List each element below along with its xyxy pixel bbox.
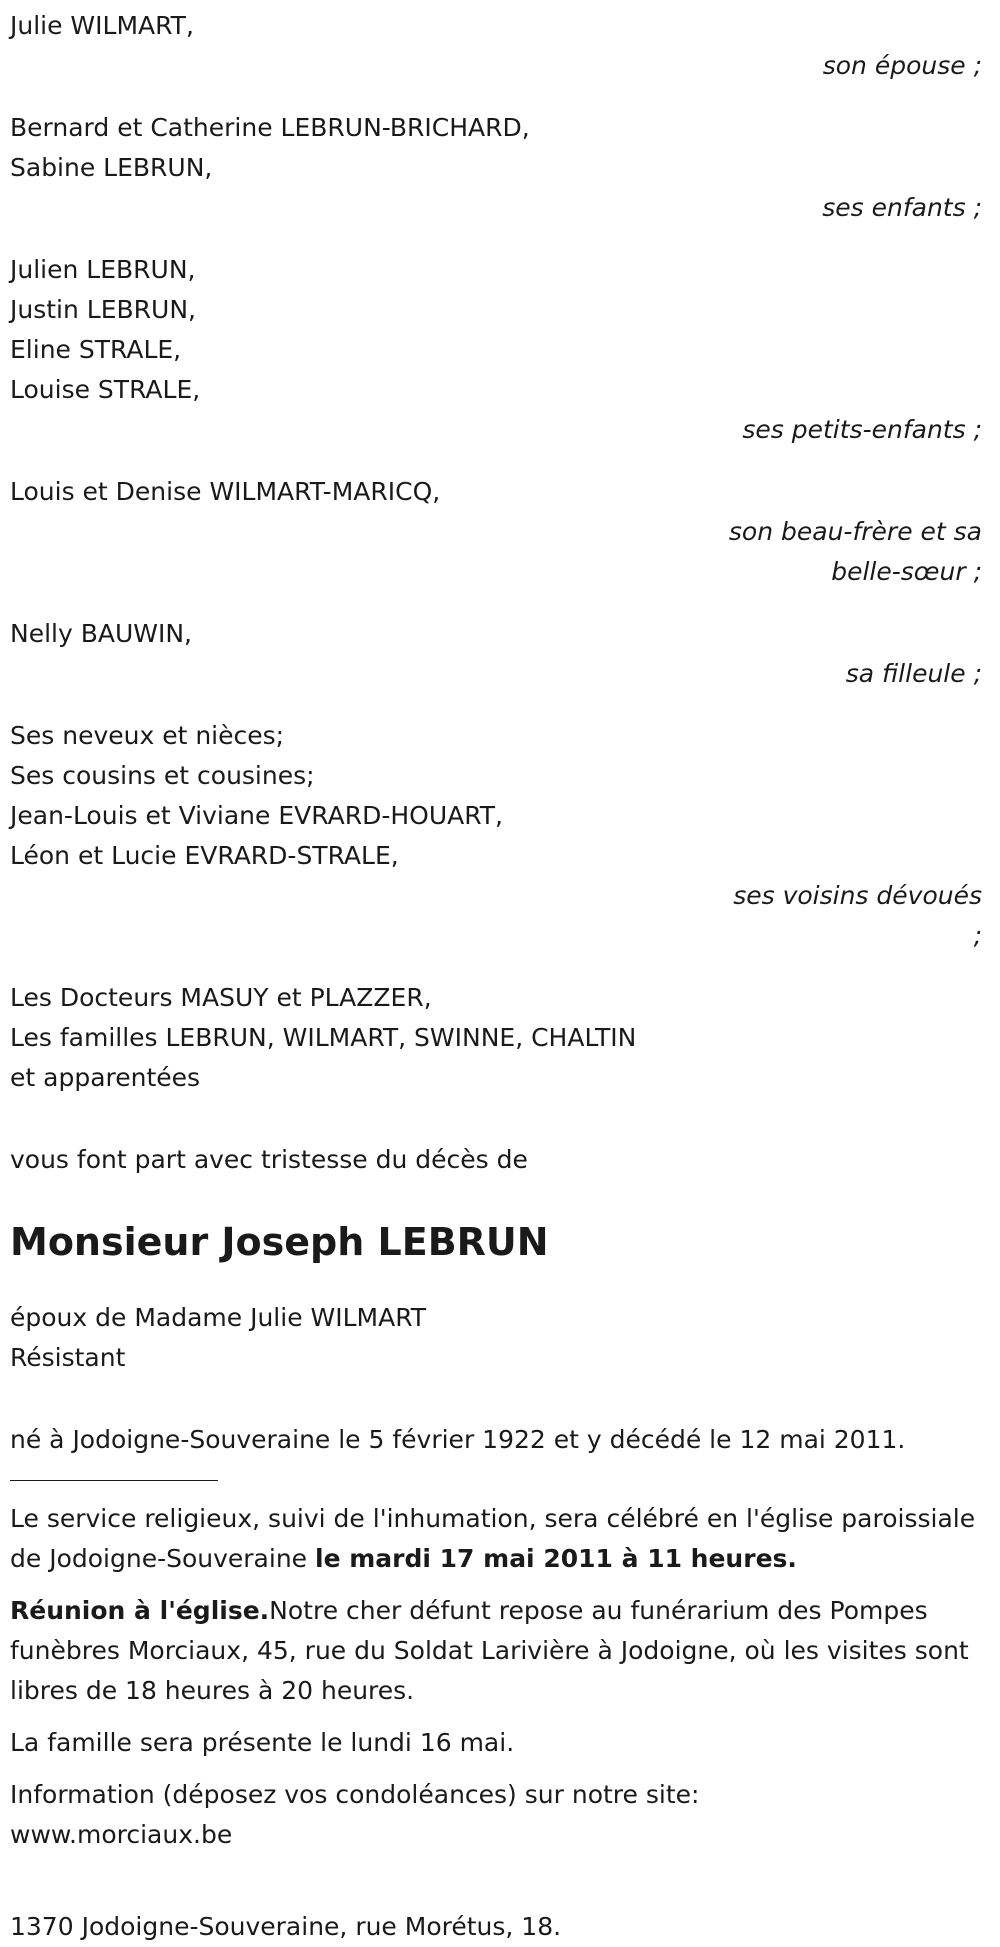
family-name-line: Louise STRALE,: [10, 375, 201, 404]
service-paragraph: [10, 1499, 990, 1579]
relation-label: son beau-frère et sa: [728, 517, 982, 546]
birth-death-line: né à Jodoigne-Souveraine le 5 février 1922 et y décédé le 12 mai 2011.: [10, 1425, 906, 1454]
spouse-group: [10, 6, 990, 86]
relation-label: ;: [973, 921, 982, 950]
obituary-content: [10, 6, 990, 1947]
service-text: Le service religieux, suivi de l'inhumation, sera célébré en l'église paroissiale de Jodoigne-Souveraine: [10, 1504, 976, 1573]
family-name-line: Les Docteurs MASUY et PLAZZER,: [10, 983, 432, 1012]
reunion-paragraph: [10, 1591, 990, 1711]
relation-label: ses petits-enfants ;: [742, 415, 982, 444]
info-paragraph: [10, 1775, 990, 1855]
deceased-details: [10, 1298, 990, 1378]
relation-label: belle-sœur ;: [831, 557, 982, 586]
deceased-name: Monsieur Joseph LEBRUN: [10, 1220, 549, 1264]
relation-label: sa filleule ;: [845, 659, 982, 688]
family-name-line: Louis et Denise WILMART-MARICQ,: [10, 477, 441, 506]
grandchildren-group: [10, 250, 990, 450]
family-presence: La famille sera présente le lundi 16 mai.: [10, 1728, 515, 1757]
family-name-line: Jean-Louis et Viviane EVRARD-HOUART,: [10, 801, 503, 830]
title-line: Résistant: [10, 1343, 126, 1372]
relation-label: ses voisins dévoués: [733, 881, 982, 910]
service-date: le mardi 17 mai 2011 à 11 heures.: [315, 1544, 797, 1573]
family-name-line: Sabine LEBRUN,: [10, 153, 213, 182]
reunion-label: Réunion à l'église.: [10, 1596, 270, 1625]
family-name-line: Les familles LEBRUN, WILMART, SWINNE, CHALTIN: [10, 1023, 637, 1052]
relation-label: son épouse ;: [822, 51, 982, 80]
announcement-text: vous font part avec tristesse du décès de: [10, 1145, 528, 1174]
family-name-line: Nelly BAUWIN,: [10, 619, 193, 648]
family-name-line: Ses neveux et nièces;: [10, 721, 285, 750]
others-group: [10, 978, 990, 1098]
website-link[interactable]: www.morciaux.be: [10, 1820, 233, 1849]
divider-line: [10, 1462, 218, 1481]
family-name-line: Justin LEBRUN,: [10, 295, 196, 324]
in-laws-group: [10, 472, 990, 592]
neighbours-group: [10, 716, 990, 956]
family-name-line: Julie WILMART,: [10, 11, 194, 40]
address-line: 1370 Jodoigne-Souveraine, rue Morétus, 18.: [10, 1912, 562, 1941]
spouse-line: époux de Madame Julie WILMART: [10, 1303, 427, 1332]
family-name-line: Julien LEBRUN,: [10, 255, 196, 284]
family-name-line: et apparentées: [10, 1063, 201, 1092]
family-name-line: Ses cousins et cousines;: [10, 761, 315, 790]
family-name-line: Eline STRALE,: [10, 335, 182, 364]
children-group: [10, 108, 990, 228]
funeral-home-text: Notre cher défunt repose au funérarium des Pompes funèbres Morciaux, 45, rue du Soldat Larivière à Jodoigne, où les visites sont libres de 18 heures à 20 heures.: [10, 1596, 969, 1705]
relation-label: ses enfants ;: [822, 193, 982, 222]
info-text: Information (déposez vos condoléances) sur notre site:: [10, 1780, 700, 1809]
family-name-line: Bernard et Catherine LEBRUN-BRICHARD,: [10, 113, 530, 142]
goddaughter-group: [10, 614, 990, 694]
family-name-line: Léon et Lucie EVRARD-STRALE,: [10, 841, 399, 870]
